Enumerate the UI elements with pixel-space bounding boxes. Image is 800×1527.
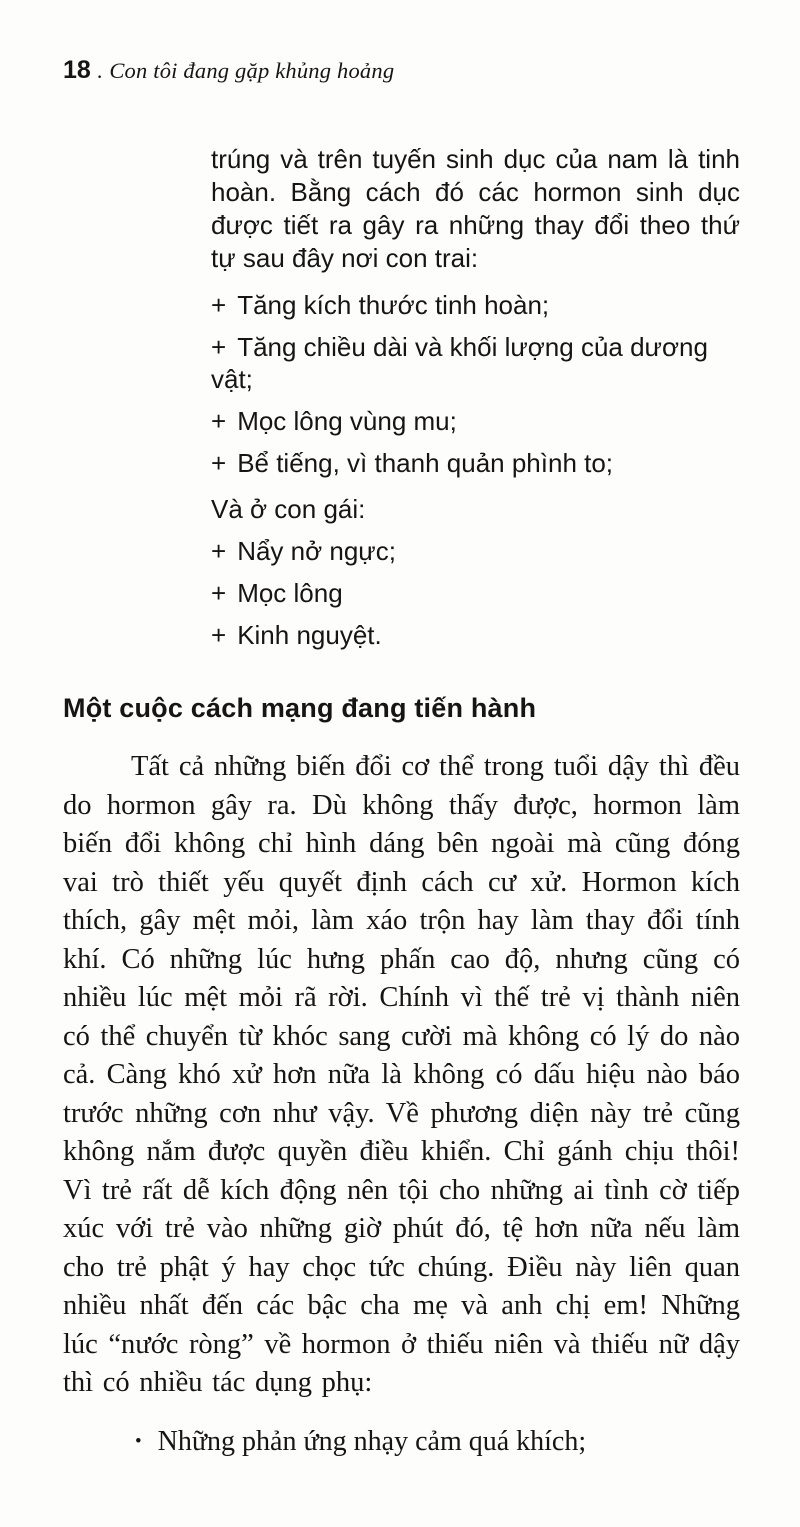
plus-marker: + (211, 448, 227, 478)
list-item-text: Mọc lông (237, 578, 343, 608)
page-header (63, 56, 740, 85)
list-item (211, 405, 740, 437)
plus-marker: + (211, 536, 227, 566)
plus-marker: + (211, 290, 227, 320)
list-item-text: Kinh nguyệt. (237, 620, 382, 650)
list-item (211, 447, 740, 479)
list-item-text: Nẩy nở ngực; (237, 536, 396, 566)
plus-marker: + (211, 578, 227, 608)
boy-changes-list (211, 289, 740, 479)
bullet-item-text: Những phản ứng nhạy cảm quá khích; (157, 1425, 587, 1457)
list-item-text: Tăng chiều dài và khối lượng của dương vật; (211, 332, 708, 394)
list-item-text: Mọc lông vùng mu; (237, 406, 457, 436)
plus-marker: + (211, 406, 227, 436)
intro-block (211, 143, 740, 651)
list-item (211, 619, 740, 651)
girl-intro-label: Và ở con gái: (211, 494, 366, 524)
list-item (211, 289, 740, 321)
header-separator: . (96, 58, 103, 83)
girl-changes-list (211, 535, 740, 651)
body-paragraph: Tất cả những biến đổi cơ thể trong tuổi dậy thì đều do hormon gây ra. Dù không thấy được, hormon làm biến đổi không chỉ hình dáng bên ngoài mà cũng đóng vai trò thiết yếu quyết định cách cư xử. Hormon kích thích, gây mệt mỏi, làm xáo trộn hay làm thay đổi tính khí. Có những lúc hưng phấn cao độ, nhưng cũng có nhiều lúc mệt mỏi rã rời. Chính vì thế trẻ vị thành niên có thể chuyển từ khóc sang cười mà không có lý do nào cả. Càng khó xử hơn nữa là không có dấu hiệu nào báo trước những cơn như vậy. Về phương diện này trẻ cũng không nắm được quyền điều khiển. Chỉ gánh chịu thôi! Vì trẻ rất dễ kích động nên tội cho những ai tình cờ tiếp xúc với trẻ vào những giờ phút đó, tệ hơn nữa nếu làm cho trẻ phật ý hay chọc tức chúng. Điều này liên quan nhiều nhất đến các bậc cha mẹ và anh chị em! Những lúc “nước ròng” về hormon ở thiếu niên và thiếu nữ dậy thì có nhiều tác dụng phụ: (63, 751, 740, 1398)
bullet-list-item (135, 1423, 740, 1461)
list-item (211, 331, 740, 395)
plus-marker: + (211, 620, 227, 650)
bullet-icon: • (135, 1430, 142, 1452)
section-heading: Một cuộc cách mạng đang tiến hành (63, 693, 537, 723)
list-item-text: Bể tiếng, vì thanh quản phình to; (237, 448, 614, 478)
list-item-text: Tăng kích thước tinh hoàn; (237, 290, 550, 320)
plus-marker: + (211, 332, 227, 362)
intro-paragraph: trúng và trên tuyến sinh dục của nam là tinh hoàn. Bằng cách đó các hormon sinh dục được tiết ra gây ra những thay đổi theo thứ tự sau đây nơi con trai: (211, 144, 740, 273)
page-number: 18 (63, 56, 91, 84)
list-item (211, 535, 740, 567)
running-title: Con tôi đang gặp khủng hoảng (109, 58, 395, 83)
list-item (211, 577, 740, 609)
